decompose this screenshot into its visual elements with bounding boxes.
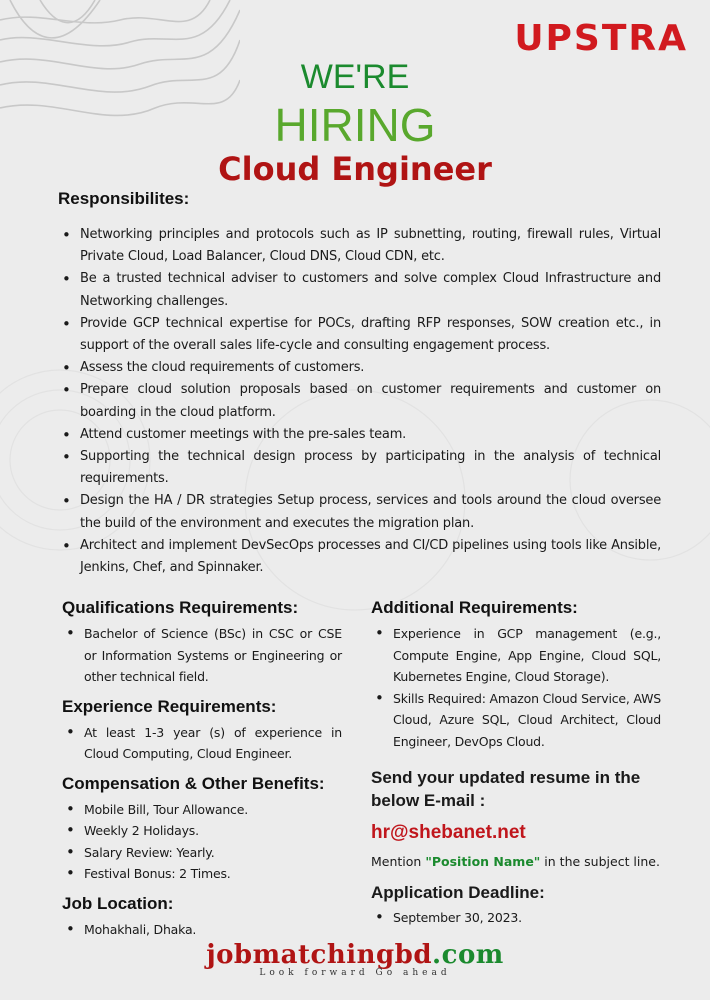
apply-email-link[interactable]: hr@shebanet.net [371,822,526,843]
list-item: • At least 1-3 year (s) of experience in Cloud Computing, Cloud Engineer. [62,722,342,765]
list-item: • Supporting the technical design process by participating in the analysis of technical requirements. [58,446,661,490]
qualifications-heading: Qualifications Requirements: [62,598,299,617]
footer-brand-tld: com [441,940,504,970]
list-item: • Design the HA / DR strategies Setup process, services and tools around the cloud oversee the build of the environment and executes the migration plan. [58,490,661,534]
list-item: • Weekly 2 Holidays. [62,820,342,842]
company-logo: UPSTRA [514,18,688,59]
job-title: Cloud Engineer [218,150,492,188]
location-heading: Job Location: [62,893,174,913]
footer-tagline: Look forward Go ahead [259,968,451,978]
list-item: • Architect and implement DevSecOps processes and CI/CD pipelines using tools like Ansible, Jenkins, Chef, and Spinnaker. [58,535,661,579]
location-list [62,919,342,941]
list-item: • September 30, 2023. [371,907,661,929]
headline-were: WE'RE [300,58,410,96]
apply-heading: Send your updated resume in the below E-mail : [371,768,641,810]
experience-list [62,722,342,765]
list-item: • Prepare cloud solution proposals based on customer requirements and customer on boarding in the cloud platform. [58,379,661,423]
list-item: • Festival Bonus: 2 Times. [62,863,342,885]
list-item: • Bachelor of Science (BSc) in CSC or CSE or Information Systems or Engineering or other technical field. [62,623,342,688]
headline-hiring: HIRING [274,99,436,151]
list-item: • Mobile Bill, Tour Allowance. [62,799,342,821]
list-item: • Be a trusted technical adviser to customers and solve complex Cloud Infrastructure and Networking challenges. [58,268,661,312]
list-item: • Mohakhali, Dhaka. [62,919,342,941]
position-name-highlight: "Position Name" [425,854,541,869]
footer-brand-dot: . [432,940,442,970]
list-item: • Attend customer meetings with the pre-sales team. [58,424,661,446]
footer-watermark [0,942,710,978]
qualifications-list [62,623,342,688]
experience-heading: Experience Requirements: [62,696,277,716]
footer-brand [0,942,710,968]
responsibilities-list [58,224,661,579]
right-column [371,597,661,937]
compensation-list [62,799,342,885]
deadline-heading: Application Deadline: [371,883,545,902]
mention-suffix: in the subject line. [540,854,660,869]
list-item: • Networking principles and protocols such as IP subnetting, routing, firewall rules, Virtual Private Cloud, Load Balancer, Cloud DNS, Cloud CDN, etc. [58,224,661,268]
compensation-heading: Compensation & Other Benefits: [62,773,325,793]
list-item: • Skills Required: Amazon Cloud Service, AWS Cloud, Azure SQL, Cloud Architect, Cloud Engineer, DevOps Cloud. [371,688,661,753]
responsibilities-heading: Responsibilites: [58,189,190,208]
subject-line-instruction [371,854,661,869]
list-item: • Salary Review: Yearly. [62,842,342,864]
list-item: • Experience in GCP management (e.g., Compute Engine, App Engine, Cloud SQL, Kubernetes Engine, Cloud Storage). [371,623,661,688]
left-column [62,597,342,948]
list-item: • Assess the cloud requirements of customers. [58,357,661,379]
mention-prefix: Mention [371,854,426,869]
footer-brand-main: jobmatchingbd [206,940,433,970]
deadline-list [371,907,661,929]
additional-heading: Additional Requirements: [371,598,578,617]
list-item: • Provide GCP technical expertise for POCs, drafting RFP responses, SOW creation etc., in support of the overall sales life-cycle and consulting engagement process. [58,313,661,357]
additional-list [371,623,661,752]
